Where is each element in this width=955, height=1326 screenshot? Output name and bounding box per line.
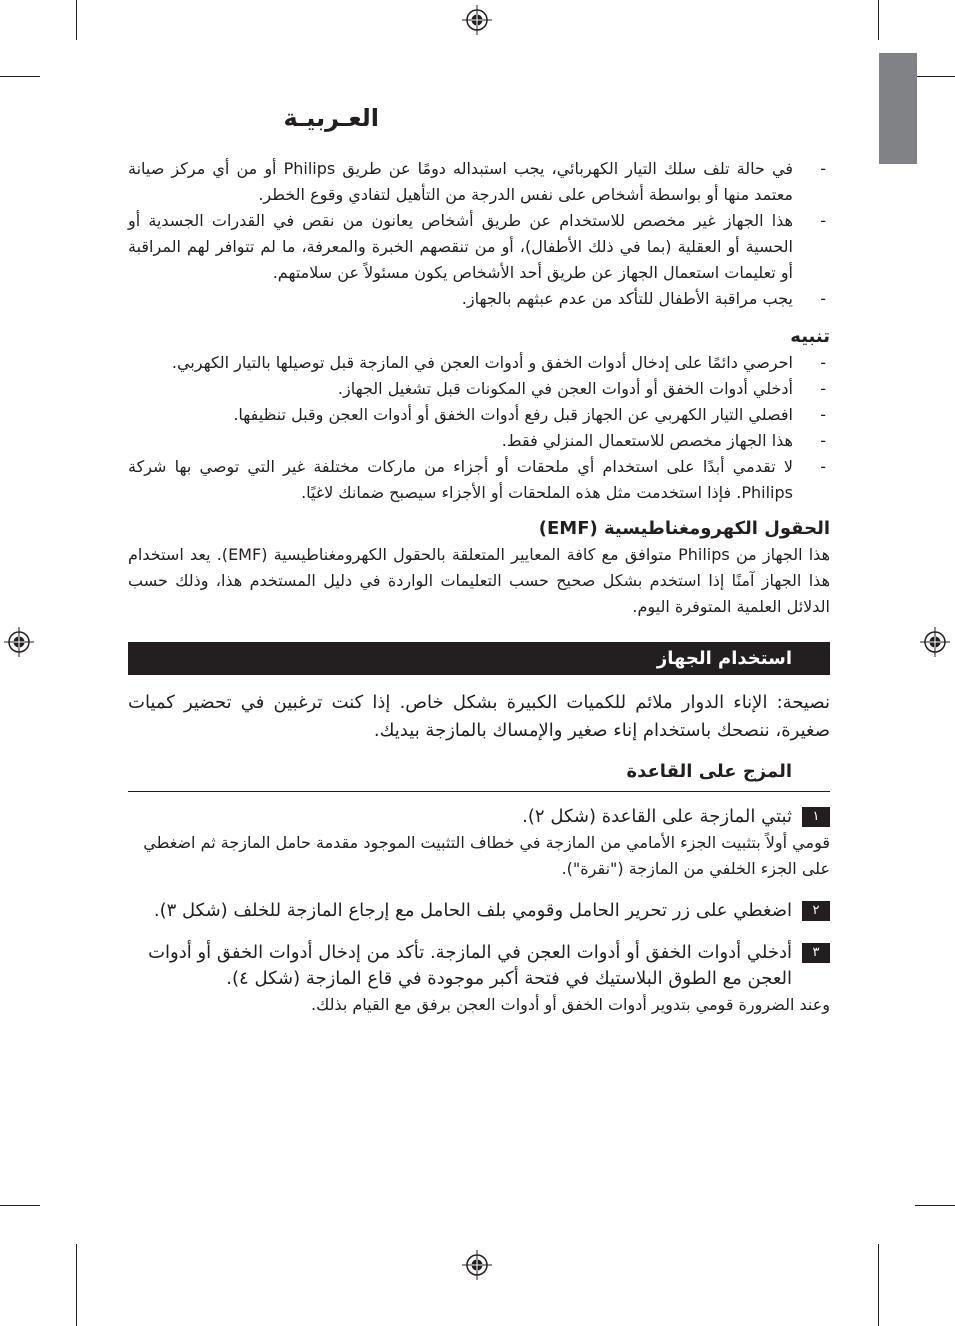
- step-3: [128, 940, 830, 992]
- list-item: - هذا الجهاز غير مخصص للاستخدام عن طريق أشخاص يعانون من نقص في القدرات الجسدية أو الحسية أو العقلية (بما في ذلك الأطفال)، أو من تنقصهم الخبرة والمعرفة، ما لم تتوافر لهم المراقبة أو تعليمات استعمال الجهاز عن طريق أحد الأشخاص يكون مسئولاً عن سلامتهم.: [128, 208, 830, 286]
- step-2: [128, 898, 830, 924]
- crop-mark: [76, 0, 77, 40]
- language-title: العـربيـة: [283, 104, 379, 132]
- step-text: أدخلي أدوات الخفق أو أدوات العجن في المازجة. تأكد من إدخال أدوات الخفق أو أدوات العجن مع الطوق البلاستيك في فتحة أكبر موجودة في قاع المازجة (شكل ٤).: [148, 942, 792, 989]
- list-item: - أدخلي أدوات الخفق أو أدوات العجن في المكونات قبل تشغيل الجهاز.: [128, 376, 830, 402]
- list-item: - يجب مراقبة الأطفال للتأكد من عدم عبثهم بالجهاز.: [128, 286, 830, 312]
- emf-heading: الحقول الكهرومغناطيسية (EMF): [538, 518, 830, 539]
- section-bar-using-appliance: استخدام الجهاز: [128, 642, 830, 675]
- caution-heading: تنبيه: [790, 326, 830, 347]
- step-1: [128, 804, 830, 830]
- step-number-badge: ٢: [802, 901, 830, 921]
- list-item: - في حالة تلف سلك التيار الكهربائي، يجب استبداله دومًا عن طريق Philips أو من أي مركز صيانة معتمد منها أو بواسطة أشخاص على نفس الدرجة من التأهيل لتفادي وقوع الخطر.: [128, 156, 830, 208]
- subheading-mixing-on-base: المزج على القاعدة: [128, 757, 830, 792]
- tip-paragraph: نصيحة: الإناء الدوار ملائم للكميات الكبيرة بشكل خاص. إذا كنت ترغبين في تحضير كميات صغيرة، ننصحك باستخدام إناء صغير والإمساك بالمازجة بيديك.: [128, 692, 830, 741]
- step-text: ثبتي المازجة على القاعدة (شكل ٢).: [522, 806, 792, 827]
- emf-paragraph: هذا الجهاز من Philips متوافق مع كافة المعايير المتعلقة بالحقول الكهرومغناطيسية (EMF). يعد استخدام هذا الجهاز آمنًا إذا استخدم بشكل صحيح حسب التعليمات الواردة في دليل المستخدم هذا، وذلك حسب الدلائل العلمية المتوفرة اليوم.: [128, 545, 831, 616]
- registration-mark-icon: [462, 5, 492, 35]
- crop-mark: [915, 1205, 955, 1206]
- step-text: اضغطي على زر تحرير الحامل وقومي بلف الحامل مع إرجاع المازجة للخلف (شكل ٣).: [153, 900, 792, 921]
- page-content: [128, 156, 830, 1018]
- step-note: قومي أولاً بتثبيت الجزء الأمامي من المازجة في خطاف التثبيت الموجود مقدمة حامل المازجة ثم اضغطي على الجزء الخلفي من المازجة ("نقرة").: [143, 833, 830, 878]
- crop-mark: [915, 76, 955, 77]
- crop-mark: [878, 1244, 879, 1326]
- language-tab: [879, 53, 917, 164]
- step-number-badge: ٣: [802, 943, 830, 963]
- registration-mark-icon: [920, 627, 950, 657]
- safety-list: [128, 156, 830, 312]
- list-item: - احرصي دائمًا على إدخال أدوات الخفق و أدوات العجن في المازجة قبل توصيلها بالتيار الكهربي.: [128, 350, 830, 376]
- list-item: - لا تقدمي أبدًا على استخدام أي ملحقات أو أجزاء من ماركات مختلفة غير التي توصي بها شركة Philips. فإذا استخدمت مثل هذه الملحقات أو الأجزاء سيصبح ضمانك لاغيًا.: [128, 454, 830, 506]
- registration-mark-icon: [462, 1250, 492, 1280]
- registration-mark-icon: [4, 627, 34, 657]
- crop-mark: [878, 0, 879, 40]
- crop-mark: [76, 1244, 77, 1326]
- list-item: - افصلي التيار الكهربي عن الجهاز قبل رفع أدوات الخفق أو أدوات العجن وقبل تنظيفها.: [128, 402, 830, 428]
- crop-mark: [0, 1205, 40, 1206]
- step-number-badge: ١: [802, 807, 830, 827]
- step-note: وعند الضرورة قومي بتدوير أدوات الخفق أو أدوات العجن برفق مع القيام بذلك.: [311, 995, 830, 1014]
- list-item: - هذا الجهاز مخصص للاستعمال المنزلي فقط.: [128, 428, 830, 454]
- caution-list: [128, 350, 830, 506]
- crop-mark: [0, 76, 40, 77]
